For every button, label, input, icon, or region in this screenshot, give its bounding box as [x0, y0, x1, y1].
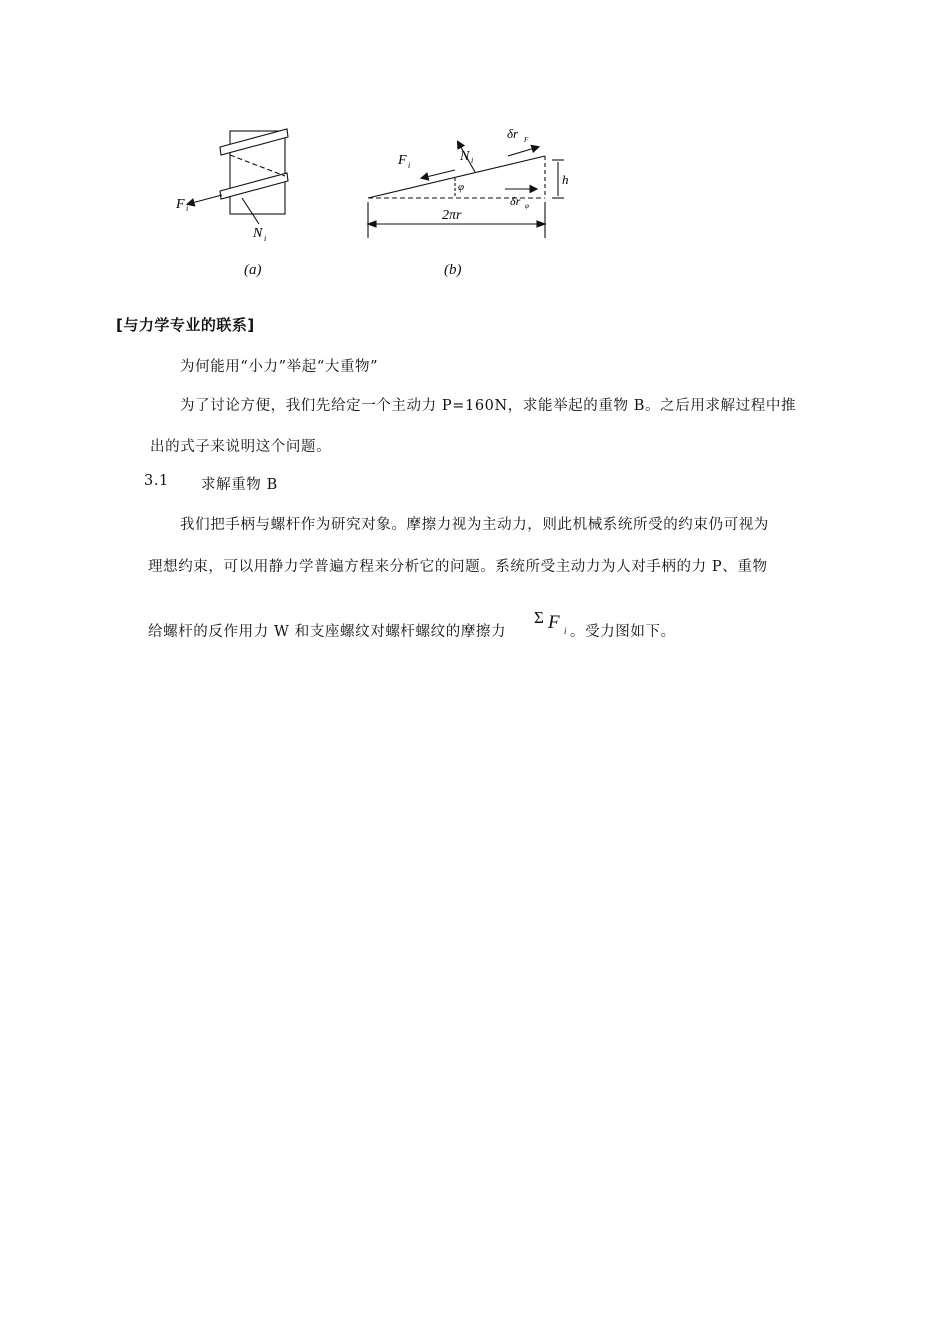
paragraph-3-line-3-end: 。受力图如下。 — [570, 624, 676, 640]
paragraph-3-line-2: 理想约束，可以用静力学普遍方程来分析它的问题。系统所受主动力为人对手柄的力 P、重物 — [148, 559, 768, 575]
force-sub-b: i — [408, 161, 411, 170]
height-label: h — [562, 172, 569, 187]
subsection-number: 3.1 — [144, 473, 169, 489]
subsection-title: 求解重物 B — [201, 477, 278, 493]
section-heading: [与力学专业的联系] — [116, 316, 255, 334]
paragraph-2-line-1: 为了讨论方便，我们先给定一个主动力 P=160N，求能举起的重物 B。之后用求解过程中推 — [180, 398, 797, 414]
force-label-b: F — [398, 153, 407, 168]
force-sub-a: i — [186, 204, 189, 213]
delta-r-F-sub: F — [524, 136, 529, 144]
figure-b-caption: (b) — [444, 262, 462, 278]
angle-label: φ — [458, 181, 465, 193]
figure-a-screw-diagram — [160, 120, 310, 260]
base-label: 2πr — [442, 208, 462, 223]
normal-sub-a: i — [264, 234, 267, 243]
formula-F: F — [548, 612, 560, 633]
force-label-a: F — [176, 197, 185, 212]
figure-a-caption: (a) — [244, 262, 262, 278]
delta-r-phi-sub: φ — [525, 202, 529, 210]
normal-label-b: N — [460, 149, 470, 164]
normal-sub-b: i — [471, 156, 474, 165]
formula-subscript: i — [564, 626, 567, 636]
figure-b-incline-diagram — [360, 120, 590, 250]
paragraph-3-line-1: 我们把手柄与螺杆作为研究对象。摩擦力视为主动力，则此机械系统所受的约束仍可视为 — [180, 517, 769, 533]
paragraph-3-line-3: 给螺杆的反作用力 W 和支座螺纹对螺杆螺纹的摩擦力 — [148, 624, 507, 640]
normal-label-a: N — [253, 226, 263, 241]
delta-r-phi-label: δr — [510, 194, 521, 208]
paragraph-question: 为何能用“小力”举起“大重物” — [180, 359, 379, 375]
paragraph-2-line-2: 出的式子来说明这个问题。 — [150, 439, 332, 455]
sigma-symbol: Σ — [534, 608, 544, 627]
delta-r-F-label: δr — [507, 126, 519, 141]
